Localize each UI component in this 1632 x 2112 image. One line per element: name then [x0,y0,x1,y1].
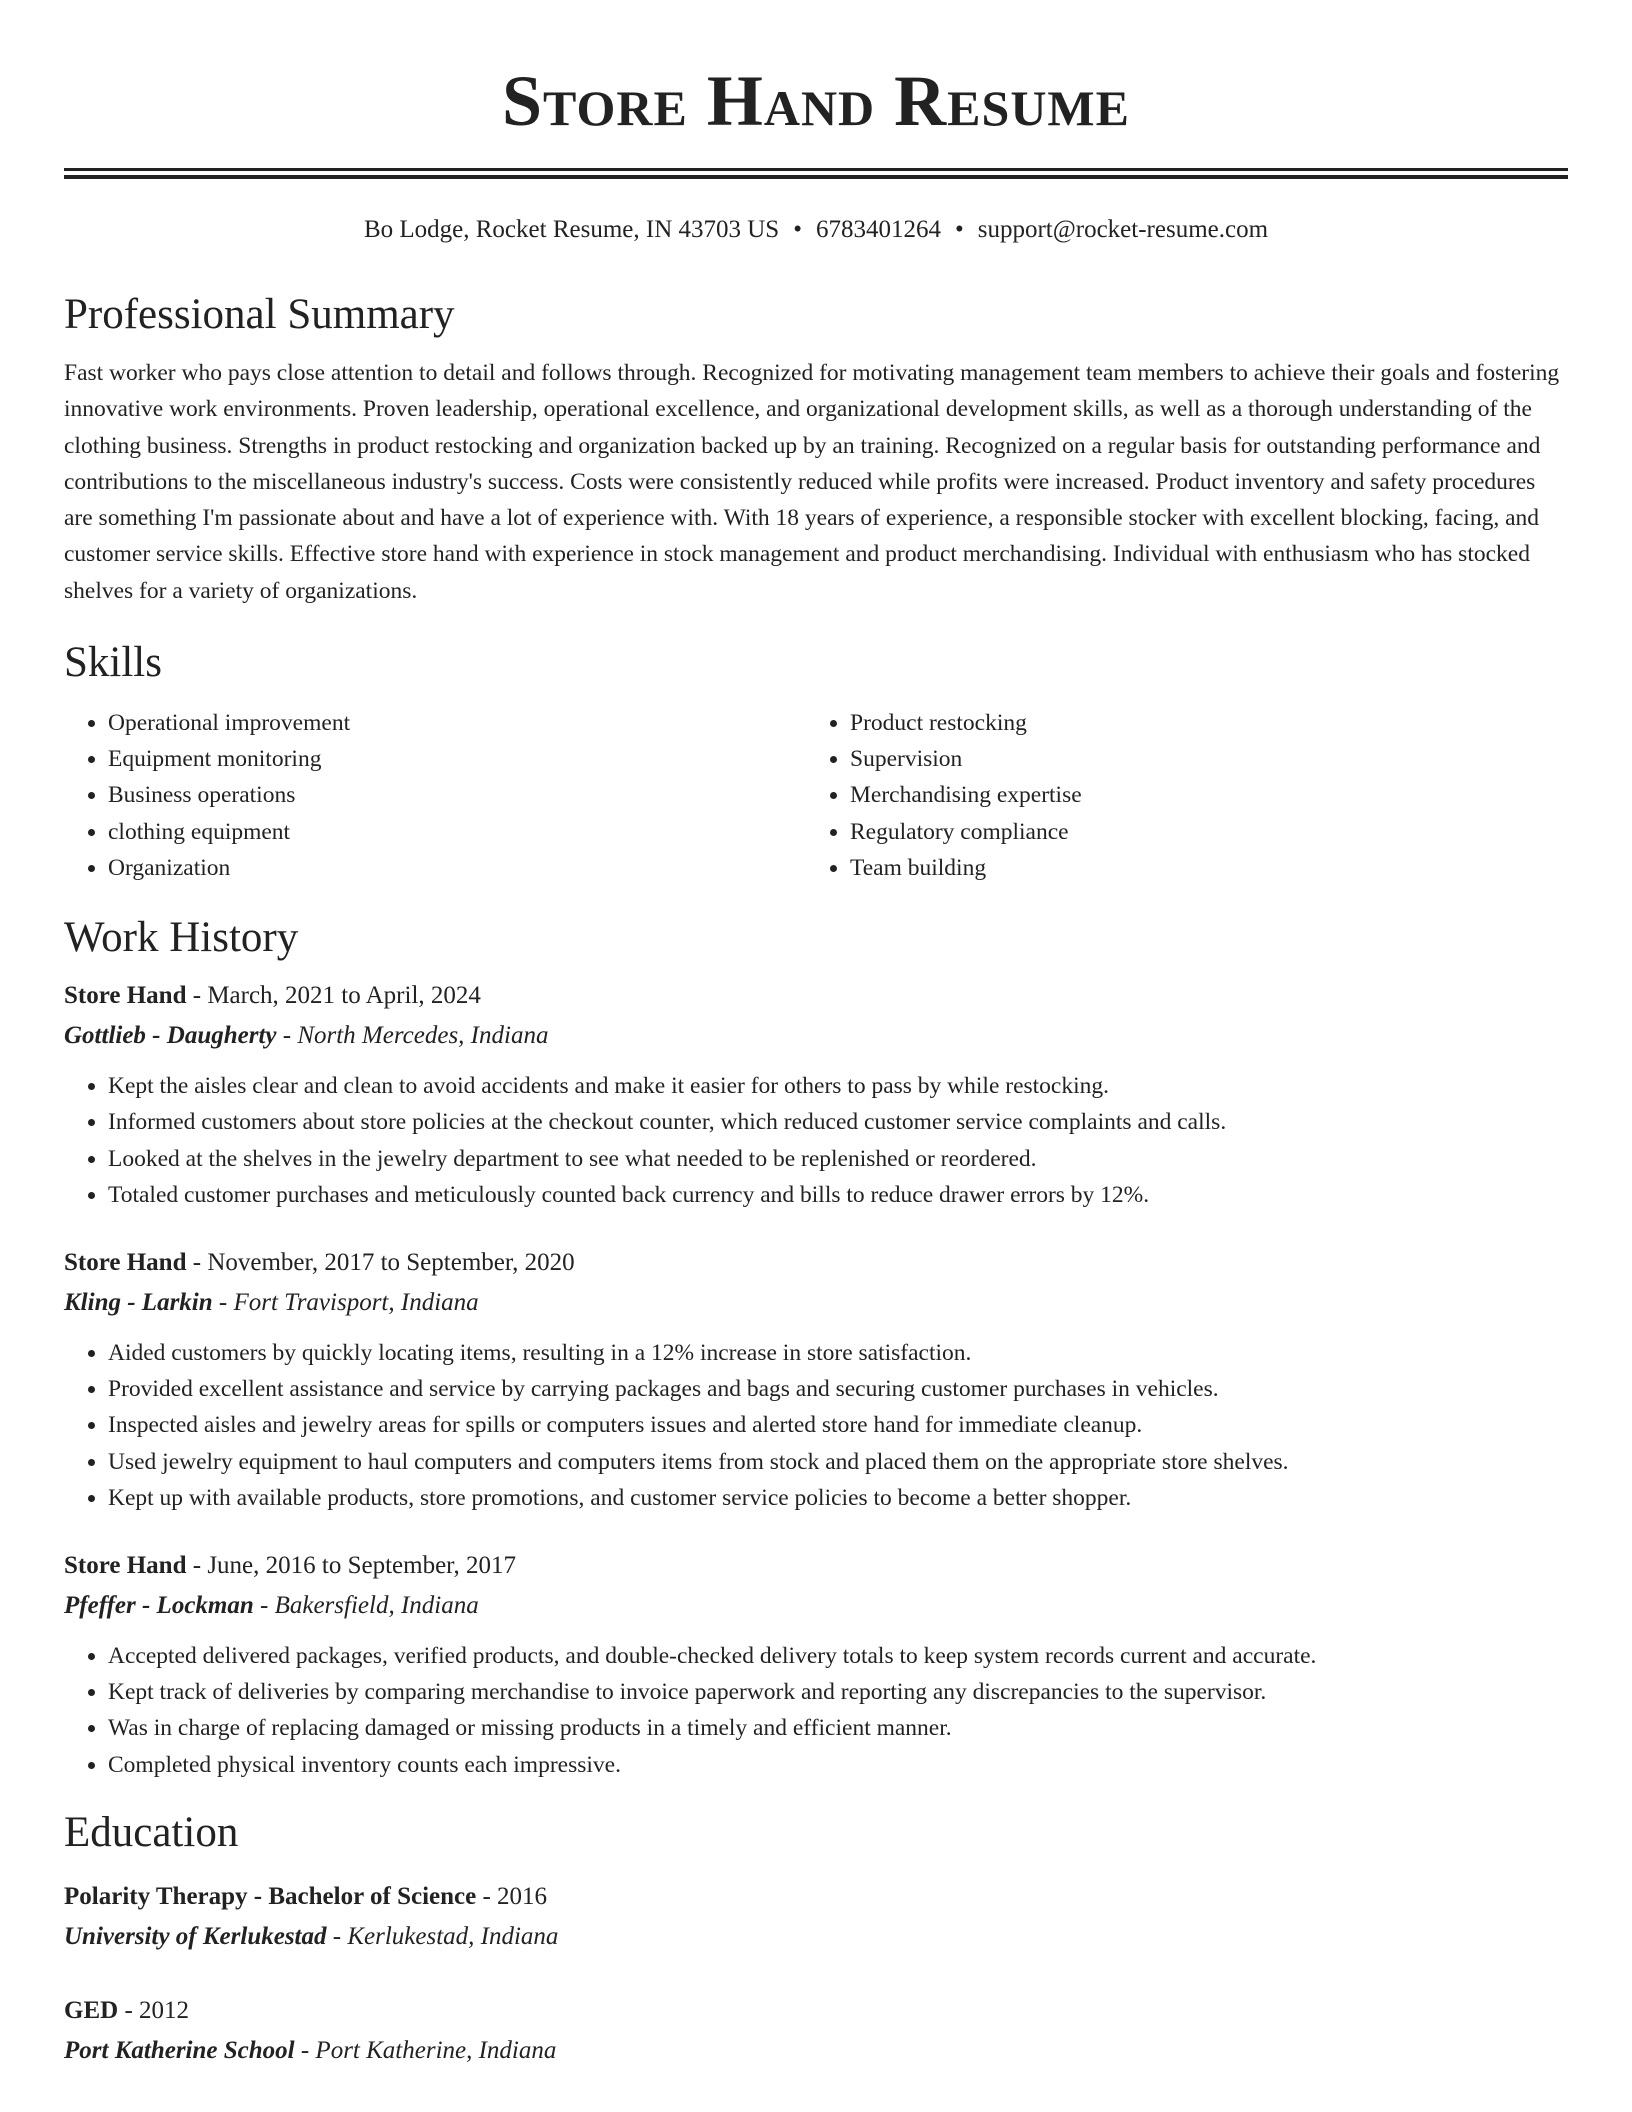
job-bullet: • Provided excellent assistance and service by carrying packages and bags and securing customer purchases in vehicles. [108,1371,1568,1407]
job-location: Bakersfield, Indiana [274,1591,479,1619]
skills-section [64,635,1568,886]
job-bullets [64,1638,1568,1783]
job-bullet: • Totaled customer purchases and meticulously counted back currency and bills to reduce drawer errors by 12%. [108,1177,1568,1213]
summary-section [64,287,1568,609]
job-bullets [64,1335,1568,1516]
contact-separator: • [793,216,802,243]
education-school-line [64,2031,1568,2071]
skill-item: • Operational improvement [108,705,806,741]
job-entry [64,1243,1568,1516]
job-entry [64,976,1568,1213]
job-bullet: • Was in charge of replacing damaged or missing products in a timely and efficient manner. [108,1710,1568,1746]
job-entry [64,1546,1568,1783]
job-dash: - [186,982,208,1010]
education-dash: - [118,1996,140,2024]
job-header [64,1546,1568,1586]
education-school: Port Katherine School [64,2036,295,2064]
job-dash: - [253,1591,275,1619]
job-dates: March, 2021 to April, 2024 [207,982,481,1010]
skill-item: • Merchandising expertise [850,777,1548,813]
education-degree-line [64,1877,1568,1917]
education-entry [64,1877,1568,1957]
skill-item: • clothing equipment [108,814,806,850]
skills-columns [64,705,1568,886]
skill-item: • Business operations [108,777,806,813]
work-history-heading: Work History [64,914,299,962]
skills-list-right [806,705,1548,886]
skills-heading: Skills [64,639,162,687]
job-bullet: • Completed physical inventory counts each impressive. [108,1747,1568,1783]
job-employer-line [64,1283,1568,1323]
skill-item: • Organization [108,850,806,886]
summary-heading: Professional Summary [64,291,455,338]
education-location: Port Katherine, Indiana [315,2036,557,2064]
skill-item: • Product restocking [850,705,1548,741]
skill-item: • Team building [850,850,1548,886]
education-dash: - [476,1882,498,1910]
job-company: Gottlieb - Daugherty [64,1022,277,1050]
job-bullet: • Inspected aisles and jewelry areas for spills or computers issues and alerted store hand for immediate cleanup. [108,1407,1568,1443]
skills-list-left [64,705,806,886]
education-degree: GED [64,1996,119,2024]
education-entry [64,1991,1568,2071]
job-bullet: • Aided customers by quickly locating items, resulting in a 12% increase in store satisfaction. [108,1335,1568,1371]
contact-line [64,213,1568,247]
education-school: University of Kerlukestad [64,1922,327,1950]
job-dash: - [186,1551,208,1579]
job-dates: June, 2016 to September, 2017 [207,1551,516,1579]
job-dash: - [212,1288,234,1316]
job-bullet: • Used jewelry equipment to haul computers and computers items from stock and placed them on the appropriate store shelves. [108,1444,1568,1480]
job-header [64,1243,1568,1283]
job-bullet: • Kept up with available products, store promotions, and customer service policies to become a better shopper. [108,1480,1568,1516]
job-dash: - [276,1022,298,1050]
work-history-section [64,910,1568,1783]
job-title: Store Hand [64,1551,187,1579]
title-divider [64,168,1568,179]
job-employer-line [64,1586,1568,1626]
summary-text: Fast worker who pays close attention to detail and follows through. Recognized for motivating management team members to achieve their goals and fostering innovative work environments. Proven leadership, operational excellence, and organizational development skills, as well as a thorough understanding of the clothing business. Strengths in product restocking and organization backed up by an training. Recognized on a regular basis for outstanding performance and contributions to the miscellaneous industry's success. Costs were consistently reduced while profits were increased. Product inventory and safety procedures are something I'm passionate about and have a lot of experience with. With 18 years of experience, a responsible stocker with excellent blocking, facing, and customer service skills. Effective store hand with experience in stock management and product merchandising. Individual with enthusiasm who has stocked shelves for a variety of organizations. [64,360,1560,604]
page-title: Store Hand Resume [502,61,1130,141]
education-section [64,1805,1568,2071]
job-dash: - [186,1248,208,1276]
job-location: North Mercedes, Indiana [297,1022,549,1050]
job-title: Store Hand [64,982,187,1010]
job-employer-line [64,1016,1568,1056]
job-bullet: • Accepted delivered packages, verified products, and double-checked delivery totals to keep system records current and accurate. [108,1638,1568,1674]
skills-column-right [806,705,1548,886]
job-company: Kling - Larkin [64,1288,213,1316]
job-bullet: • Kept track of deliveries by comparing merchandise to invoice paperwork and reporting any discrepancies to the supervisor. [108,1674,1568,1710]
job-header [64,976,1568,1016]
education-school-line [64,1917,1568,1957]
contact-phone: 6783401264 [815,216,941,243]
education-heading: Education [64,1808,239,1856]
job-title: Store Hand [64,1248,187,1276]
education-dash: - [294,2036,316,2064]
job-location: Fort Travisport, Indiana [233,1288,479,1316]
skills-column-left [64,705,806,886]
education-degree-line [64,1991,1568,2031]
education-dash: - [326,1922,348,1950]
education-year: 2012 [139,1996,190,2024]
job-dates: November, 2017 to September, 2020 [207,1248,575,1276]
skill-item: • Regulatory compliance [850,814,1548,850]
skill-item: • Equipment monitoring [108,741,806,777]
contact-address: Bo Lodge, Rocket Resume, IN 43703 US [363,216,780,243]
education-year: 2016 [497,1882,548,1910]
skill-item: • Supervision [850,741,1548,777]
education-location: Kerlukestad, Indiana [347,1922,559,1950]
contact-separator: • [954,216,964,243]
job-bullet: • Kept the aisles clear and clean to avoid accidents and make it easier for others to pass by while restocking. [108,1068,1568,1104]
job-bullet: • Looked at the shelves in the jewelry department to see what needed to be replenished or reordered. [108,1141,1568,1177]
job-bullet: • Informed customers about store policies at the checkout counter, which reduced customer service complaints and calls. [108,1104,1568,1140]
contact-email: support@rocket-resume.com [977,216,1269,243]
job-bullets [64,1068,1568,1213]
job-company: Pfeffer - Lockman [64,1591,254,1619]
education-degree: Polarity Therapy - Bachelor of Science [64,1882,477,1910]
